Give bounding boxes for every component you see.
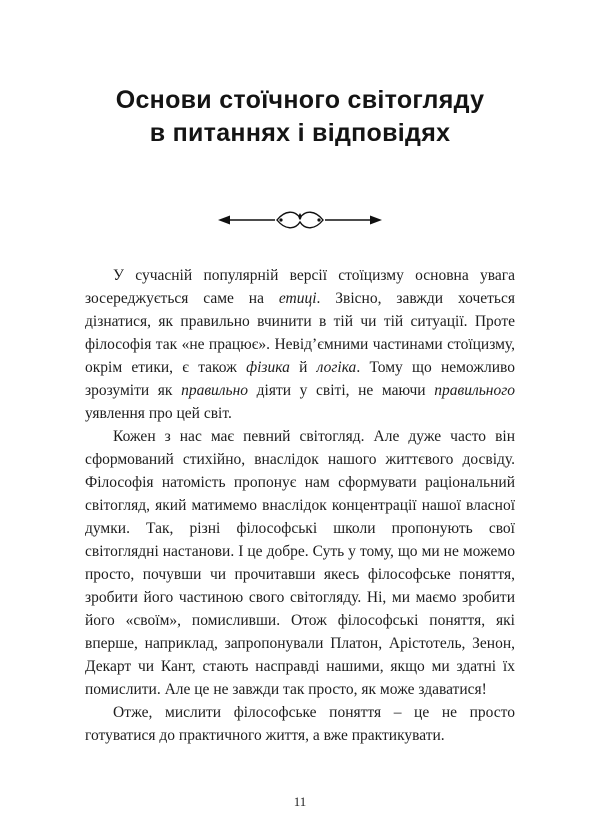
text-run: діяти у світі, не маючи <box>248 382 435 399</box>
italic-text-run: етиці <box>278 290 317 307</box>
paragraph <box>85 264 515 425</box>
section-divider <box>215 206 385 234</box>
text-run: й <box>289 359 317 376</box>
italic-text-run: правильно <box>181 382 249 399</box>
text-run: . Звісно, завжди хочеться дізнатися, як правильно вчинити в тій чи тій ситуації. Проте філософія так «не працює». Невід’ємними частинами стоїцизму, окрім етики, є також <box>85 290 515 376</box>
text-run: Кожен з нас має певний світогляд. Але дуже часто він сформований стихійно, внаслідок нашого життєвого досвіду. Філософія натомість пропонує нам сформувати раціональний світогляд, який матимемо внаслідок концентрації нашої власної думки. Так, різні філософські школи пропонують свої світоглядні настанови. І це добре. Суть у тому, що ми не можемо просто, почувши чи прочитавши якесь філософське поняття, зробити його частиною свого світогляду. Ні, ми маємо зробити його «своїм», помисливши. Отож філософські поняття, які вперше, наприклад, запропонували Платон, Арістотель, Зенон, Декарт чи Кант, стають насправді нашими, якщо ми здатні їх помислити. Але це не завжди так просто, як може здаватися! <box>85 428 515 698</box>
text-run: . Тому що неможливо зрозуміти як <box>85 359 515 399</box>
title-line-1: Основи стоїчного світогляду <box>115 86 485 114</box>
title-line-2: в питаннях і відповідях <box>149 119 451 147</box>
paragraph <box>85 701 515 747</box>
italic-text-run: логіка <box>316 359 357 376</box>
body-text <box>85 264 515 747</box>
italic-text-run: фізика <box>246 359 290 376</box>
italic-text-run: правильного <box>434 382 516 399</box>
page-number: 11 <box>293 794 307 809</box>
divider-ornament-icon <box>215 206 385 234</box>
text-run: У сучасній популярній версії стоїцизму основна увага зосереджується саме на <box>85 267 515 307</box>
text-run: уявлення про цей світ. <box>85 405 232 422</box>
text-run: Отже, мислити філософське поняття – це не просто готуватися до практичного життя, а вже практикувати. <box>85 704 515 744</box>
page-title <box>0 84 600 150</box>
paragraph <box>85 425 515 701</box>
